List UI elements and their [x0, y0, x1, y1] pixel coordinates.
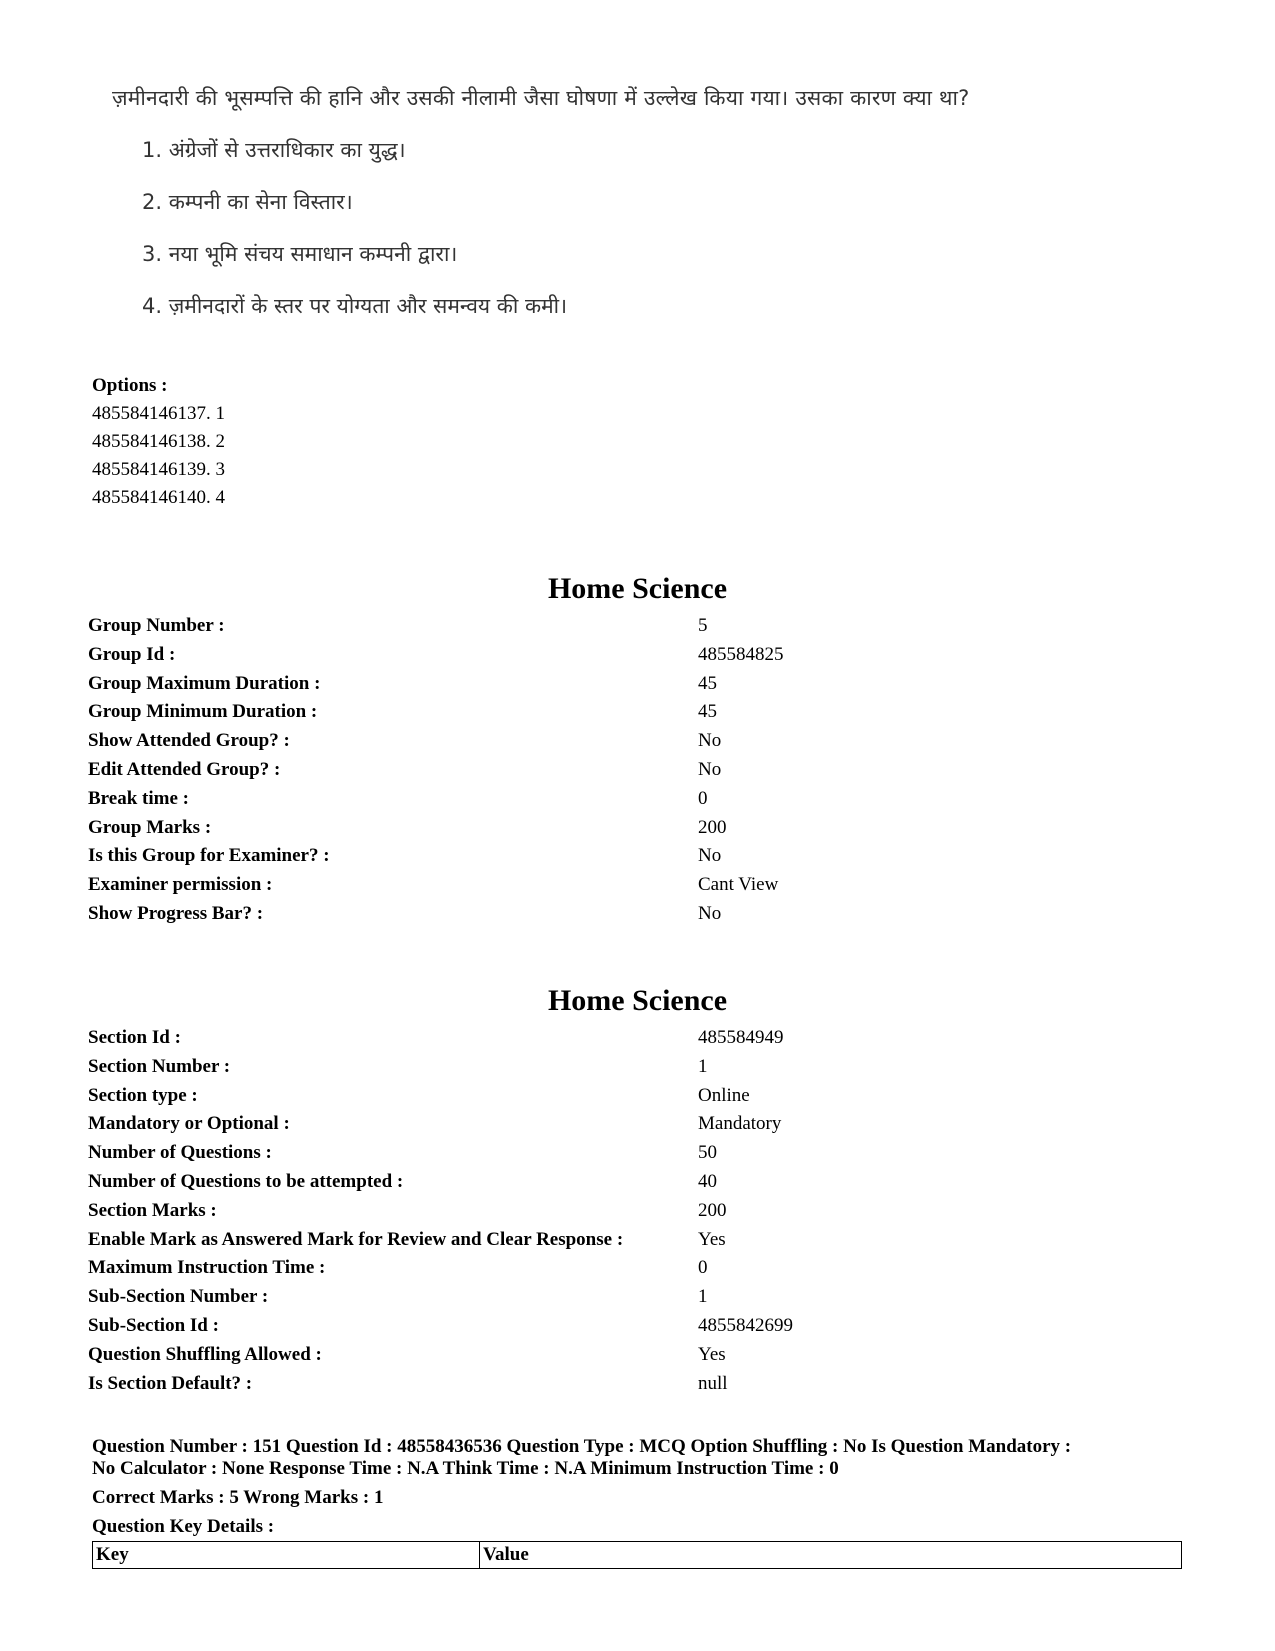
- detail-key: Break time :: [88, 787, 189, 809]
- detail-key: Section Number :: [88, 1055, 231, 1077]
- table-row: [93, 1542, 1182, 1569]
- detail-key: Edit Attended Group? :: [88, 758, 281, 780]
- detail-key: Number of Questions to be attempted :: [88, 1170, 404, 1192]
- question-option: 1. अंग्रेजों से उत्तराधिकार का युद्ध।: [142, 138, 406, 162]
- detail-value: 485584825: [698, 643, 784, 665]
- detail-value: 4855842699: [698, 1314, 793, 1336]
- detail-key: Group Marks :: [88, 816, 212, 838]
- detail-key: Section type :: [88, 1084, 198, 1106]
- detail-key: Group Number :: [88, 615, 225, 636]
- detail-key: Group Maximum Duration :: [88, 672, 321, 694]
- detail-value: Mandatory: [698, 1113, 782, 1135]
- detail-key: Show Progress Bar? :: [88, 902, 264, 924]
- options-header: Options :: [92, 375, 168, 396]
- question-info: [92, 1436, 1192, 1538]
- detail-key: Maximum Instruction Time :: [88, 1257, 326, 1279]
- detail-value: 200: [698, 816, 727, 838]
- detail-key: Section Id :: [88, 1027, 181, 1048]
- detail-key: Number of Questions :: [88, 1142, 272, 1164]
- question-text: ज़मीनदारी की भूसम्पत्ति की हानि और उसकी नीलामी जैसा घोषणा में उल्लेख किया गया। उसका कारण क्या था?: [112, 86, 970, 110]
- detail-value: 200: [698, 1199, 727, 1221]
- question-option: 2. कम्पनी का सेना विस्तार।: [142, 190, 353, 214]
- question-info-line: Question Number : 151 Question Id : 48558436536 Question Type : MCQ Option Shuffling : No Is Question Mandatory :: [92, 1436, 1072, 1457]
- detail-value: 485584949: [698, 1027, 784, 1048]
- options-list: [92, 372, 225, 512]
- section-title: Home Science: [547, 984, 728, 1017]
- detail-key: Group Minimum Duration :: [88, 701, 318, 723]
- key-details-label: Question Key Details :: [92, 1516, 275, 1537]
- marks-line: Correct Marks : 5 Wrong Marks : 1: [92, 1487, 384, 1508]
- detail-key: Sub-Section Number :: [88, 1286, 269, 1308]
- detail-key: Show Attended Group? :: [88, 730, 290, 752]
- detail-value: 40: [698, 1170, 717, 1192]
- detail-key: Is this Group for Examiner? :: [88, 845, 330, 867]
- group-title: Home Science: [547, 572, 728, 605]
- detail-key: Examiner permission :: [88, 874, 273, 896]
- detail-value: Cant View: [698, 874, 779, 896]
- detail-value: 1: [698, 1055, 708, 1077]
- option-item: 485584146138. 2: [92, 431, 225, 452]
- detail-value: No: [698, 758, 722, 780]
- detail-key: Is Section Default? :: [88, 1372, 253, 1394]
- question-info-line: No Calculator : None Response Time : N.A Think Time : N.A Minimum Instruction Time : 0: [92, 1458, 839, 1479]
- option-item: 485584146137. 1: [92, 403, 225, 424]
- detail-key: Group Id :: [88, 643, 176, 665]
- detail-value: No: [698, 730, 722, 752]
- question-option: 4. ज़मीनदारों के स्तर पर योग्यता और समन्वय की कमी।: [142, 294, 568, 318]
- question-image: [112, 84, 1172, 320]
- detail-key: Question Shuffling Allowed :: [88, 1343, 322, 1365]
- detail-value: Yes: [698, 1228, 726, 1250]
- detail-value: 45: [698, 701, 717, 723]
- detail-value: 45: [698, 672, 717, 694]
- detail-value: Yes: [698, 1343, 726, 1365]
- option-item: 485584146139. 3: [92, 459, 225, 480]
- detail-value: null: [698, 1372, 728, 1394]
- detail-key: Mandatory or Optional :: [88, 1113, 290, 1135]
- detail-value: 5: [698, 615, 708, 636]
- option-item: 485584146140. 4: [92, 487, 225, 508]
- detail-key: Enable Mark as Answered Mark for Review and Clear Response :: [88, 1228, 624, 1250]
- detail-value: No: [698, 902, 722, 924]
- key-table: [92, 1541, 1182, 1569]
- detail-key: Section Marks :: [88, 1199, 217, 1221]
- detail-value: No: [698, 845, 722, 867]
- question-option: 3. नया भूमि संचय समाधान कम्पनी द्वारा।: [142, 242, 458, 266]
- table-header-value: Value: [480, 1542, 1182, 1569]
- detail-value: Online: [698, 1084, 750, 1106]
- detail-value: 50: [698, 1142, 717, 1164]
- table-header-key: Key: [93, 1542, 480, 1569]
- detail-value: 0: [698, 1257, 708, 1279]
- detail-value: 1: [698, 1286, 708, 1308]
- detail-key: Sub-Section Id :: [88, 1314, 219, 1336]
- detail-value: 0: [698, 787, 708, 809]
